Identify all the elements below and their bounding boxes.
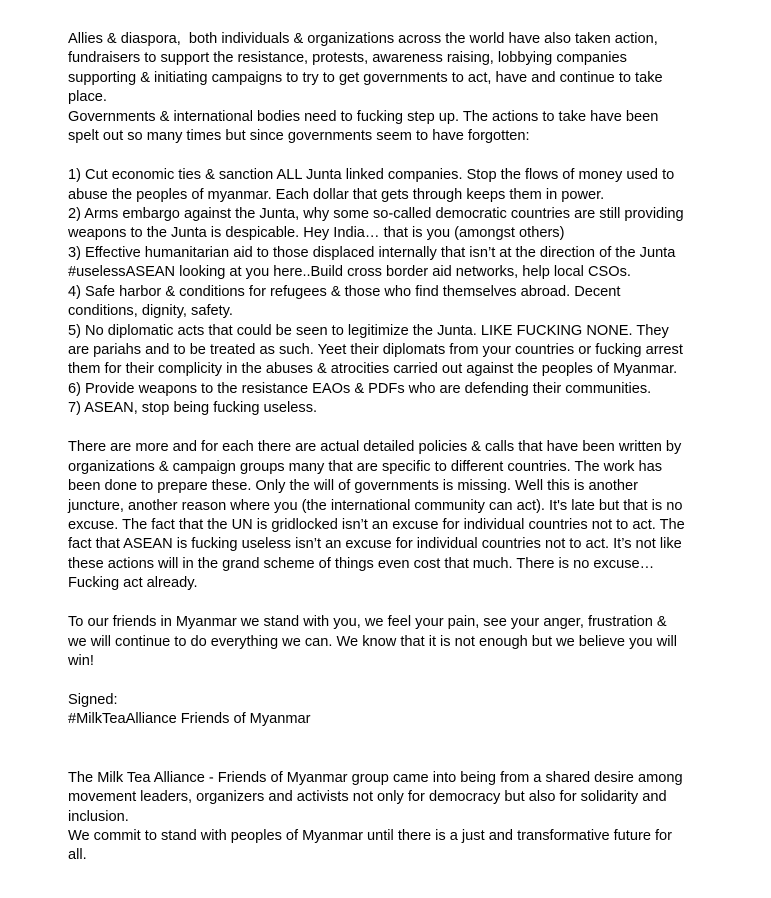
- text-line: fundraisers to support the resistance, protests, awareness raising, lobbying companies: [68, 50, 627, 67]
- list-item: abuse the peoples of myanmar. Each dollar that gets through keeps them in power.: [68, 186, 605, 203]
- text-line: supporting & initiating campaigns to try to get governments to act, have and continue to take: [68, 69, 663, 86]
- text-line: movement leaders, organizers and activists not only for democracy but also for solidarity and: [68, 789, 667, 806]
- signatory-name: #MilkTeaAlliance Friends of Myanmar: [68, 711, 311, 728]
- text-line: Fucking act already.: [68, 575, 198, 592]
- list-item: conditions, dignity, safety.: [68, 303, 233, 320]
- list-item: #uselessASEAN looking at you here..Build cross border aid networks, help local CSOs.: [68, 264, 631, 281]
- text-line: fact that ASEAN is fucking useless isn’t an excuse for individual countries not to act. It’s not like: [68, 536, 682, 553]
- text-line: place.: [68, 89, 107, 106]
- paragraph-spacer: [68, 147, 764, 166]
- text-line: been done to prepare these. Only the will of governments is missing. Well this is another: [68, 478, 638, 495]
- text-line: all.: [68, 847, 87, 864]
- list-item: 6) Provide weapons to the resistance EAOs & PDFs who are defending their communities.: [68, 380, 652, 397]
- actions-list: [68, 166, 764, 419]
- text-line: The Milk Tea Alliance - Friends of Myanmar group came into being from a shared desire among: [68, 769, 683, 786]
- solidarity-paragraph: [68, 613, 764, 671]
- text-line: organizations & campaign groups many that are specific to different countries. The work has: [68, 458, 663, 475]
- list-item: 4) Safe harbor & conditions for refugees & those who find themselves abroad. Decent: [68, 283, 621, 300]
- list-item: 1) Cut economic ties & sanction ALL Junta linked companies. Stop the flows of money used to: [68, 167, 675, 184]
- text-line: inclusion.: [68, 808, 129, 825]
- signed-label: Signed:: [68, 691, 118, 708]
- paragraph-spacer: [68, 730, 764, 769]
- text-line: we will continue to do everything we can. We know that it is not enough but we believe you will: [68, 633, 677, 650]
- list-item: 2) Arms embargo against the Junta, why some so-called democratic countries are still providing: [68, 205, 684, 222]
- list-item: are pariahs and to be treated as such. Yeet their diplomats from your countries or fucking arrest: [68, 342, 683, 358]
- text-line: Governments & international bodies need to fucking step up. The actions to take have been: [68, 108, 659, 125]
- text-line: juncture, another reason where you (the international community can act). It's late but that is no: [68, 497, 683, 514]
- list-item: 7) ASEAN, stop being fucking useless.: [68, 400, 318, 417]
- paragraph-spacer: [68, 419, 764, 438]
- paragraph-spacer: [68, 594, 764, 613]
- policies-paragraph: [68, 438, 764, 594]
- text-line: excuse. The fact that the UN is gridlocked isn’t an excuse for individual countries not to act. The: [68, 516, 685, 533]
- text-line: spelt out so many times but since governments seem to have forgotten:: [68, 128, 530, 145]
- text-line: We commit to stand with peoples of Myanmar until there is a just and transformative future for: [68, 827, 673, 844]
- list-item: 5) No diplomatic acts that could be seen to legitimize the Junta. LIKE FUCKING NONE. They: [68, 322, 669, 339]
- text-line: win!: [68, 653, 94, 669]
- list-item: them for their complicity in the abuses & atrocities carried out against the peoples of Myanmar.: [68, 361, 678, 378]
- document-body: [68, 30, 764, 866]
- text-line: Allies & diaspora, both individuals & organizations across the world have also taken action,: [68, 31, 658, 47]
- signature-block: [68, 691, 764, 730]
- paragraph-spacer: [68, 671, 764, 690]
- list-item: 3) Effective humanitarian aid to those displaced internally that isn’t at the direction of the Junta: [68, 244, 676, 261]
- text-line: these actions will in the grand scheme of things even cost that much. There is no excuse…: [68, 555, 655, 572]
- intro-paragraph: [68, 30, 764, 147]
- text-line: To our friends in Myanmar we stand with you, we feel your pain, see your anger, frustration &: [68, 614, 667, 631]
- about-paragraph: [68, 769, 764, 866]
- list-item: weapons to the Junta is despicable. Hey India… that is you (amongst others): [68, 225, 565, 242]
- text-line: There are more and for each there are actual detailed policies & calls that have been written by: [68, 439, 682, 456]
